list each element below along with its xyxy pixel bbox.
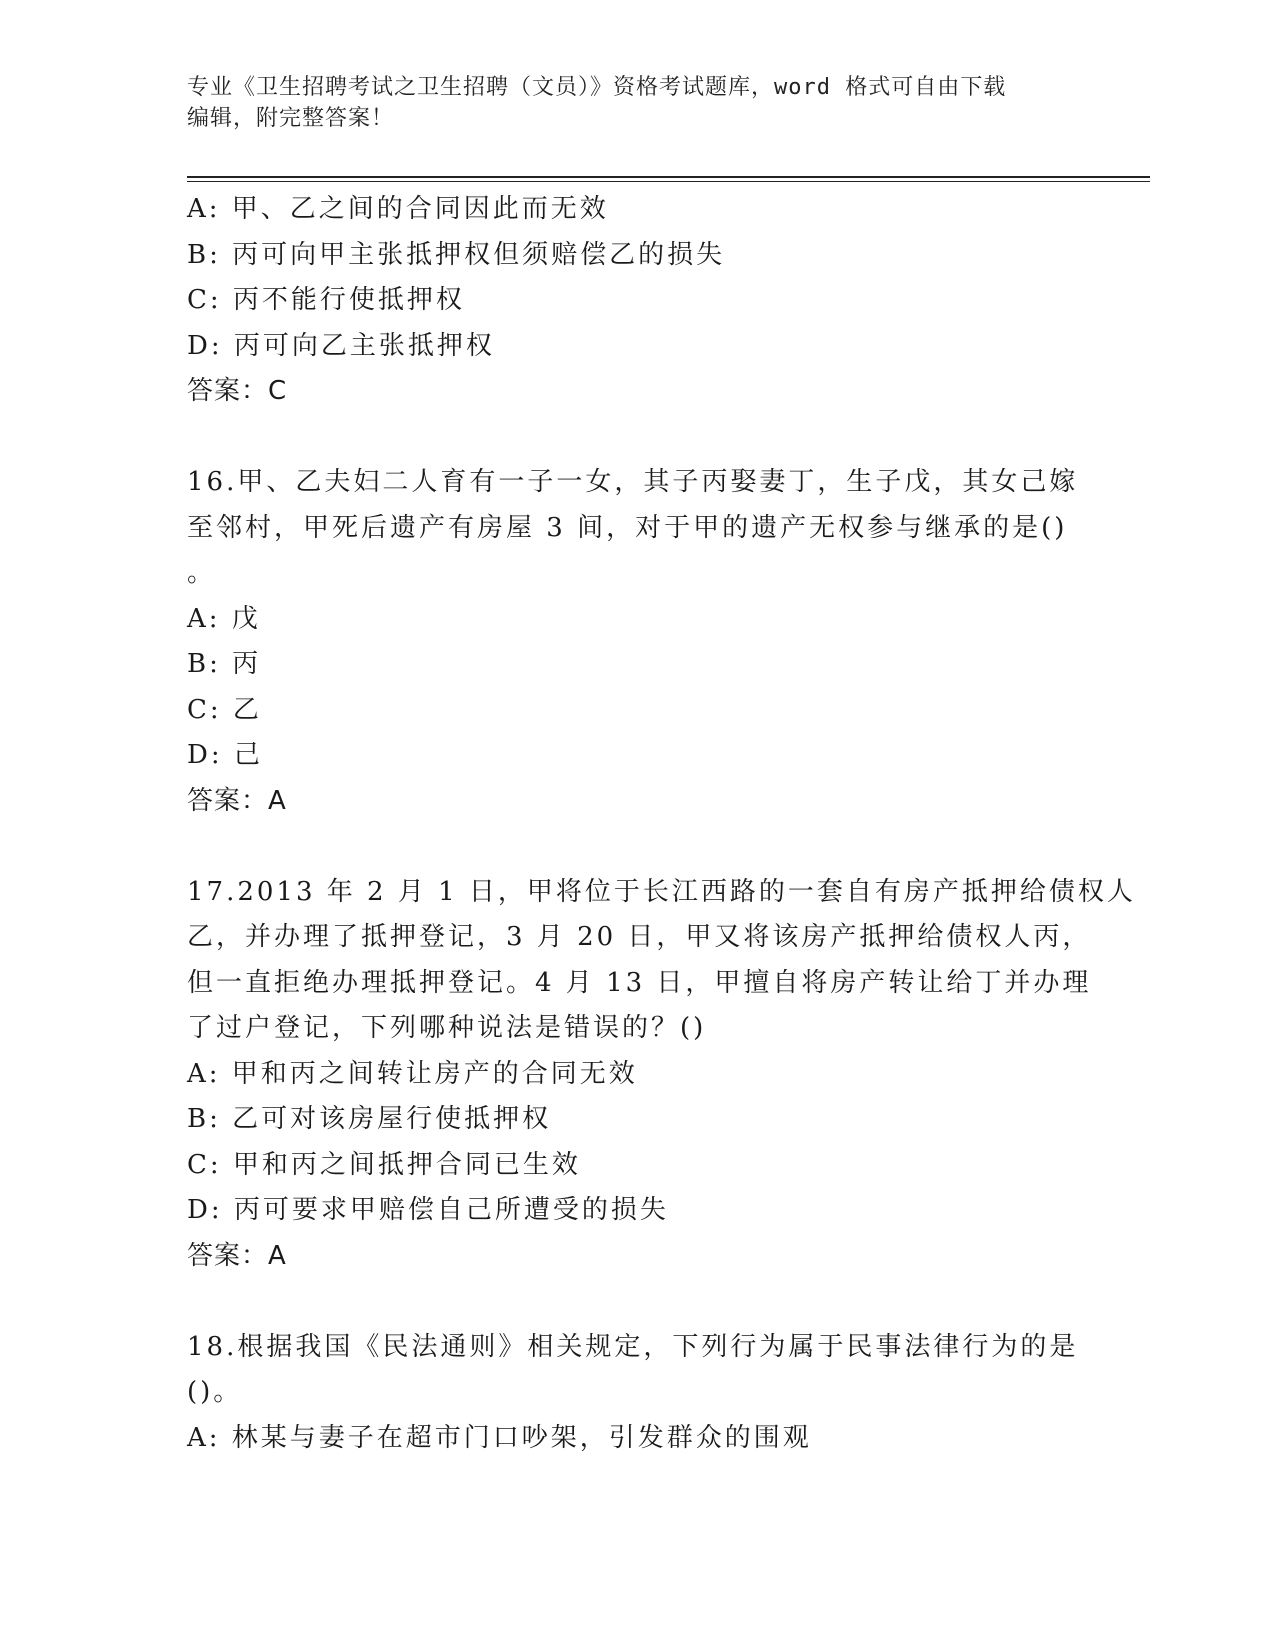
- question-stem-line: 了过户登记，下列哪种说法是错误的？(): [187, 1013, 707, 1043]
- option-b: B: 乙可对该房屋行使抵押权: [187, 1104, 552, 1134]
- question-15: [187, 187, 1087, 415]
- question-stem-line: 。: [187, 558, 217, 588]
- answer-line: 答案：C: [187, 376, 288, 406]
- question-16: [187, 460, 1087, 824]
- header-line-2: 编辑，附完整答案！: [187, 106, 395, 131]
- option-c: C: 甲和丙之间抵押合同已生效: [187, 1149, 581, 1180]
- header-line-1: 专业《卫生招聘考试之卫生招聘（文员）》资格考试题库，word 格式可自由下载: [187, 75, 1007, 100]
- question-stem-line: 17.2013 年 2 月 1 日，甲将位于长江西路的一套自有房产抵押给债权人: [187, 876, 1136, 907]
- answer-line: 答案：A: [187, 1240, 287, 1271]
- question-list: [187, 187, 1136, 1461]
- option-a: A: 戊: [187, 603, 261, 634]
- spacer: [187, 415, 1087, 461]
- option-a: A: 林某与妻子在超市门口吵架，引发群众的围观: [187, 1422, 812, 1453]
- option-b: B: 丙可向甲主张抵押权但须赔偿乙的损失: [187, 239, 726, 270]
- question-17: [187, 870, 1136, 1280]
- question-stem-line: 至邻村，甲死后遗产有房屋 3 间，对于甲的遗产无权参与继承的是(): [187, 512, 1068, 543]
- question-stem-line: 16.甲、乙夫妇二人育有一子一女，其子丙娶妻丁，生子戊，其女己嫁: [187, 467, 1079, 497]
- question-stem-line: ()。: [187, 1377, 243, 1407]
- option-d: D: 丙可要求甲赔偿自己所遭受的损失: [187, 1195, 669, 1225]
- header-divider-thick: [187, 176, 1150, 178]
- answer-line: 答案：A: [187, 785, 287, 816]
- option-d: D: 丙可向乙主张抵押权: [187, 330, 495, 361]
- option-c: C: 丙不能行使抵押权: [187, 285, 465, 315]
- option-d: D: 己: [187, 740, 263, 770]
- question-stem-line: 18.根据我国《民法通则》相关规定，下列行为属于民事法律行为的是: [187, 1331, 1079, 1362]
- option-a: A: 甲和丙之间转让房产的合同无效: [187, 1058, 638, 1089]
- question-stem-line: 乙，并办理了抵押登记，3 月 20 日，甲又将该房产抵押给债权人丙，: [187, 922, 1092, 952]
- spacer: [187, 1279, 1087, 1325]
- question-stem-line: 但一直拒绝办理抵押登记。4 月 13 日，甲擅自将房产转让给丁并办理: [187, 967, 1092, 998]
- question-18: [187, 1325, 1087, 1462]
- document-header: [187, 72, 1087, 134]
- spacer: [187, 824, 1087, 870]
- option-a: A: 甲、乙之间的合同因此而无效: [187, 194, 609, 224]
- header-divider-thin: [187, 181, 1150, 182]
- option-c: C: 乙: [187, 694, 262, 725]
- option-b: B: 丙: [187, 649, 262, 679]
